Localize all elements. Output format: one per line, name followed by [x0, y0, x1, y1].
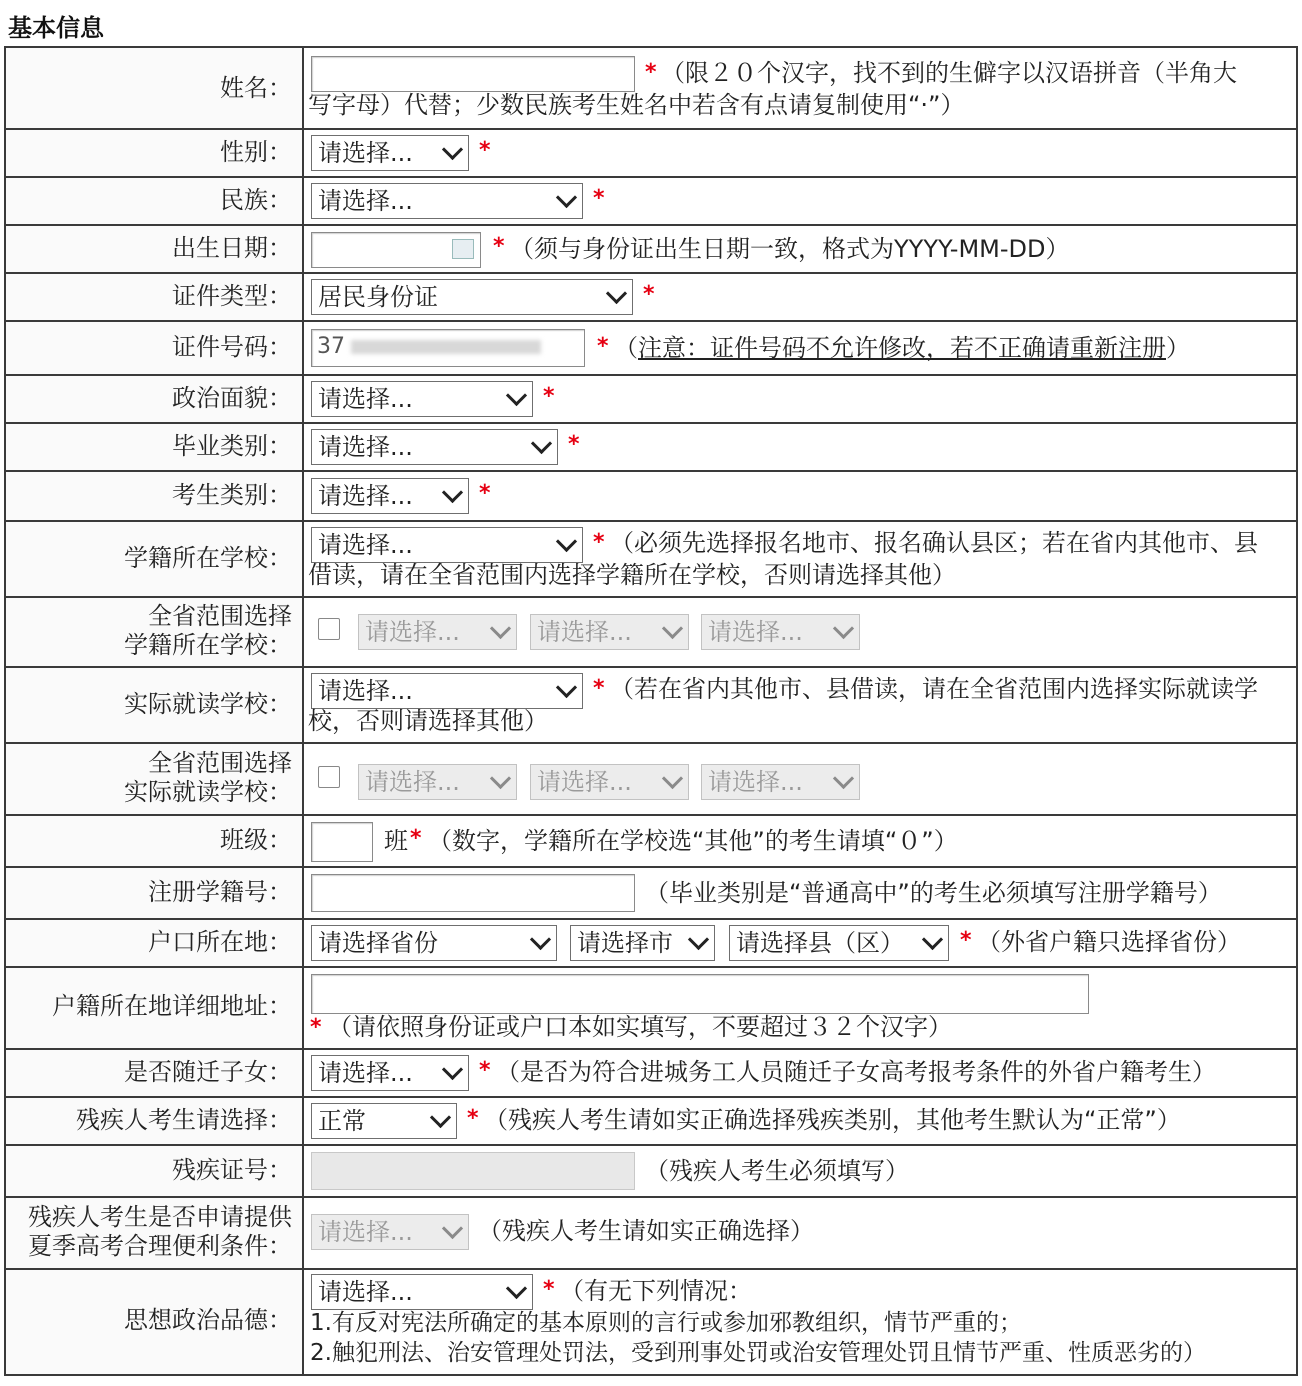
- label-actual-province-line1: 全省范围选择: [148, 749, 292, 777]
- row-birthdate: [4, 226, 1298, 274]
- label-name: 姓名：: [220, 74, 292, 102]
- chevron-down-icon: [506, 385, 527, 406]
- label-actual-school: 实际就读学校：: [124, 690, 292, 718]
- migrant-select-value: 请选择...: [318, 1059, 413, 1087]
- examinee-type-select-value: 请选择...: [318, 482, 413, 510]
- hukou-city-select[interactable]: 请选择市: [570, 925, 715, 961]
- address-input[interactable]: [311, 974, 1089, 1014]
- ethnicity-select[interactable]: [311, 183, 583, 219]
- chevron-down-icon: [531, 433, 552, 454]
- actual-school-select[interactable]: [311, 673, 583, 709]
- conduct-select-value: 请选择...: [318, 1278, 413, 1306]
- id-number-input[interactable]: [311, 329, 585, 367]
- hukou-province-select[interactable]: 请选择省份: [311, 925, 557, 961]
- label-disabled: 残疾人考生请选择：: [76, 1106, 292, 1134]
- chevron-down-icon: [506, 1278, 527, 1299]
- row-actual-province: [4, 744, 1298, 816]
- hukou-note: （外省户籍只选择省份）: [977, 928, 1241, 956]
- required-mark: *: [597, 334, 609, 359]
- chevron-down-icon: [442, 1059, 463, 1080]
- hukou-county-select[interactable]: 请选择县（区）: [729, 925, 949, 961]
- required-mark: *: [543, 1277, 555, 1302]
- grad-type-select[interactable]: [311, 429, 558, 465]
- actual-province-select-1[interactable]: 请选择...: [358, 764, 517, 800]
- conduct-note-line1: （有无下列情况：: [560, 1277, 752, 1305]
- disabled-select[interactable]: [311, 1103, 457, 1139]
- class-suffix: 班: [384, 827, 408, 855]
- actual-school-select-value: 请选择...: [318, 677, 413, 705]
- required-mark: *: [645, 60, 657, 85]
- required-mark: *: [593, 186, 605, 211]
- required-mark: *: [467, 1106, 479, 1131]
- name-note-line1: （限２０个汉字，找不到的生僻字以汉语拼音（半角大: [661, 59, 1237, 87]
- examinee-type-select[interactable]: [311, 478, 469, 514]
- school-province-select-1[interactable]: 请选择...: [358, 614, 517, 650]
- label-conduct: 思想政治品德：: [124, 1306, 292, 1334]
- chevron-down-icon: [430, 1107, 451, 1128]
- accommodation-select[interactable]: 请选择...: [311, 1214, 469, 1250]
- school-province-select-2[interactable]: 请选择...: [530, 614, 689, 650]
- chevron-down-icon: [833, 618, 854, 639]
- migrant-note: （是否为符合进城务工人员随迁子女高考报考条件的外省户籍考生）: [496, 1058, 1216, 1086]
- watermark: 头条 @山东中青教育: [990, 1314, 1270, 1349]
- label-class: 班级：: [220, 826, 292, 854]
- chevron-down-icon: [662, 618, 683, 639]
- row-migrant: [4, 1050, 1298, 1098]
- required-mark: *: [568, 432, 580, 457]
- id-type-select[interactable]: [311, 279, 633, 315]
- chevron-down-icon: [556, 187, 577, 208]
- row-class: [4, 816, 1298, 868]
- label-grad-type: 毕业类别：: [172, 432, 292, 460]
- chevron-down-icon: [606, 283, 627, 304]
- grad-type-select-value: 请选择...: [318, 433, 413, 461]
- chevron-down-icon: [556, 531, 577, 552]
- row-reg-no: [4, 868, 1298, 920]
- label-reg-no: 注册学籍号：: [148, 878, 292, 906]
- political-select[interactable]: [311, 381, 533, 417]
- label-school-province-line2: 学籍所在学校：: [124, 631, 292, 659]
- name-input[interactable]: [311, 56, 635, 92]
- address-note: （请依照身份证或户口本如实填写，不要超过３２个汉字）: [328, 1013, 952, 1041]
- id-number-value: 37: [317, 334, 345, 359]
- chevron-down-icon: [442, 482, 463, 503]
- row-grad-type: [4, 424, 1298, 472]
- ethnicity-select-value: 请选择...: [318, 187, 413, 215]
- school-select[interactable]: [311, 527, 583, 563]
- political-select-value: 请选择...: [318, 385, 413, 413]
- row-id-number: [4, 322, 1298, 376]
- row-school-province: [4, 598, 1298, 668]
- actual-school-note-line1: （若在省内其他市、县借读，请在全省范围内选择实际就读学: [610, 675, 1258, 703]
- id-number-note: （注意：证件号码不允许修改，若不正确请重新注册）: [614, 334, 1190, 362]
- disability-no-note: （残疾人考生必须填写）: [645, 1157, 909, 1185]
- label-school-province-line1: 全省范围选择: [148, 602, 292, 630]
- blurred-id-digits: [351, 340, 541, 354]
- row-ethnicity: [4, 178, 1298, 226]
- gender-select-value: 请选择...: [318, 139, 413, 167]
- disabled-select-value: 正常: [318, 1107, 366, 1135]
- chevron-down-icon: [442, 139, 463, 160]
- school-province-checkbox[interactable]: [318, 618, 340, 640]
- label-examinee-type: 考生类别：: [172, 481, 292, 509]
- chevron-down-icon: [530, 929, 551, 950]
- chevron-down-icon: [490, 768, 511, 789]
- actual-school-note-line2: 校，否则请选择其他）: [308, 707, 548, 735]
- row-gender: [4, 130, 1298, 178]
- row-actual-school: [4, 668, 1298, 744]
- label-hukou: 户口所在地：: [148, 928, 292, 956]
- conduct-note-line2: 1.有反对宪法所确定的基本原则的言行或参加邪教组织，情节严重的；: [310, 1310, 1022, 1336]
- conduct-note-line3: 2.触犯刑法、治安管理处罚法，受到刑事处罚或治安管理处罚且情节严重、性质恶劣的）: [310, 1340, 1206, 1366]
- chevron-down-icon: [922, 929, 943, 950]
- migrant-select[interactable]: [311, 1055, 469, 1091]
- required-mark: *: [479, 1058, 491, 1083]
- conduct-select[interactable]: [311, 1274, 533, 1310]
- required-mark: *: [479, 481, 491, 506]
- row-examinee-type: [4, 472, 1298, 522]
- required-mark: *: [643, 282, 655, 307]
- school-province-select-3[interactable]: 请选择...: [701, 614, 860, 650]
- name-note-line2: 写字母）代替；少数民族考生姓名中若含有点请复制使用“·”）: [308, 91, 965, 119]
- school-select-value: 请选择...: [318, 531, 413, 559]
- birthdate-note: （须与身份证出生日期一致，格式为YYYY-MM-DD）: [510, 235, 1070, 263]
- class-note: （数字，学籍所在学校选“其他”的考生请填“０”）: [428, 827, 958, 855]
- row-address: [4, 968, 1298, 1050]
- row-school: [4, 522, 1298, 598]
- school-note-line2: 借读，请在全省范围内选择学籍所在学校，否则请选择其他）: [308, 561, 956, 589]
- school-note-line1: （必须先选择报名地市、报名确认县区；若在省内其他市、县: [610, 529, 1258, 557]
- label-ethnicity: 民族：: [220, 186, 292, 214]
- reg-no-note: （毕业类别是“普通高中”的考生必须填写注册学籍号）: [645, 879, 1222, 907]
- id-number-warning: 注意：证件号码不允许修改，若不正确请重新注册: [638, 334, 1166, 362]
- label-birthdate: 出生日期：: [172, 234, 292, 262]
- disabled-note: （残疾人考生请如实正确选择残疾类别，其他考生默认为“正常”）: [484, 1106, 1181, 1134]
- required-mark: *: [593, 676, 605, 701]
- required-mark: *: [593, 530, 605, 555]
- chevron-down-icon: [662, 768, 683, 789]
- row-id-type: [4, 274, 1298, 322]
- chevron-down-icon: [556, 677, 577, 698]
- gender-select[interactable]: [311, 135, 469, 171]
- disability-no-input[interactable]: [311, 1152, 635, 1190]
- required-mark: *: [479, 138, 491, 163]
- id-type-select-value: 居民身份证: [318, 283, 438, 311]
- required-mark: *: [960, 928, 972, 953]
- label-political: 政治面貌：: [172, 384, 292, 412]
- required-mark: *: [410, 826, 422, 851]
- label-id-number: 证件号码：: [172, 333, 292, 361]
- row-name: [4, 46, 1298, 130]
- chevron-down-icon: [442, 1218, 463, 1239]
- reg-no-input[interactable]: [311, 874, 635, 912]
- actual-province-select-2[interactable]: 请选择...: [530, 764, 689, 800]
- required-mark: *: [310, 1015, 322, 1040]
- chevron-down-icon: [688, 929, 709, 950]
- class-input[interactable]: [311, 822, 373, 862]
- section-title: 基本信息: [8, 14, 104, 42]
- label-accommodation-line1: 残疾人考生是否申请提供: [28, 1203, 292, 1231]
- row-political: [4, 376, 1298, 424]
- label-id-type: 证件类型：: [172, 282, 292, 310]
- label-address: 户籍所在地详细地址：: [52, 992, 292, 1020]
- actual-province-select-3[interactable]: 请选择...: [701, 764, 860, 800]
- row-disabled: [4, 1098, 1298, 1146]
- required-mark: *: [493, 234, 505, 259]
- label-migrant: 是否随迁子女：: [124, 1058, 292, 1086]
- label-disability-no: 残疾证号：: [172, 1156, 292, 1184]
- label-actual-province-line2: 实际就读学校：: [124, 778, 292, 806]
- label-school: 学籍所在学校：: [124, 544, 292, 572]
- row-disability-no: [4, 1146, 1298, 1198]
- label-gender: 性别：: [220, 138, 292, 166]
- actual-province-checkbox[interactable]: [318, 766, 340, 788]
- chevron-down-icon: [833, 768, 854, 789]
- row-accommodation: [4, 1198, 1298, 1270]
- label-accommodation-line2: 夏季高考合理便利条件：: [28, 1232, 292, 1260]
- calendar-icon[interactable]: [452, 239, 474, 259]
- accommodation-note: （残疾人考生请如实正确选择）: [478, 1217, 814, 1245]
- chevron-down-icon: [490, 618, 511, 639]
- required-mark: *: [543, 384, 555, 409]
- row-hukou: [4, 920, 1298, 968]
